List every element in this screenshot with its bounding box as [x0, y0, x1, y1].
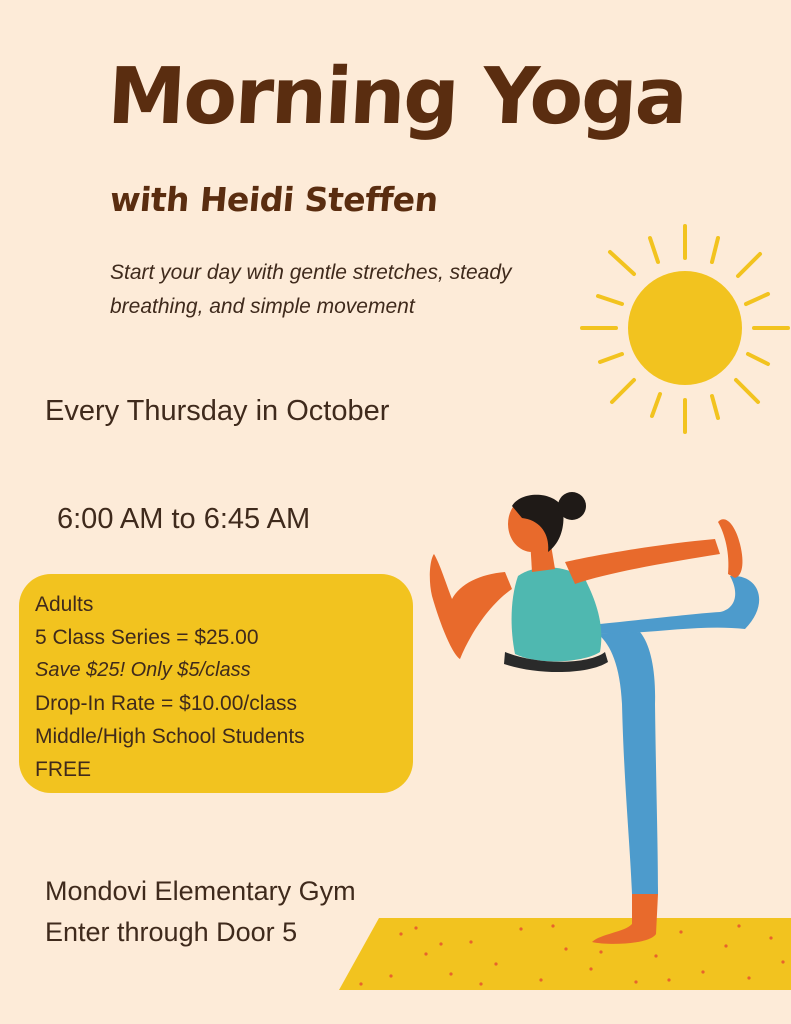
sun-icon	[572, 214, 791, 444]
pricing-students: Middle/High School Students	[35, 725, 305, 748]
pricing-series: 5 Class Series = $25.00	[35, 626, 259, 649]
page-title: Morning Yoga	[105, 52, 689, 142]
location-place: Mondovi Elementary Gym	[45, 876, 356, 906]
tagline: Start your day with gentle stretches, steady breathing, and simple movement	[110, 261, 512, 318]
location	[45, 871, 356, 953]
schedule-time: 6:00 AM to 6:45 AM	[57, 503, 311, 535]
location-entrance: Enter through Door 5	[45, 917, 298, 947]
yoga-pose-figure	[400, 484, 791, 954]
schedule-day: Every Thursday in October	[45, 395, 390, 427]
instructor-subtitle: with Heidi Steffen	[108, 180, 440, 219]
pricing-savings: Save $25! Only $5/class	[35, 659, 251, 681]
pricing-students-price: FREE	[35, 758, 92, 781]
pricing-box	[19, 574, 413, 793]
pricing-drop-in: Drop-In Rate = $10.00/class	[35, 692, 298, 715]
pricing-group: Adults	[35, 593, 94, 616]
